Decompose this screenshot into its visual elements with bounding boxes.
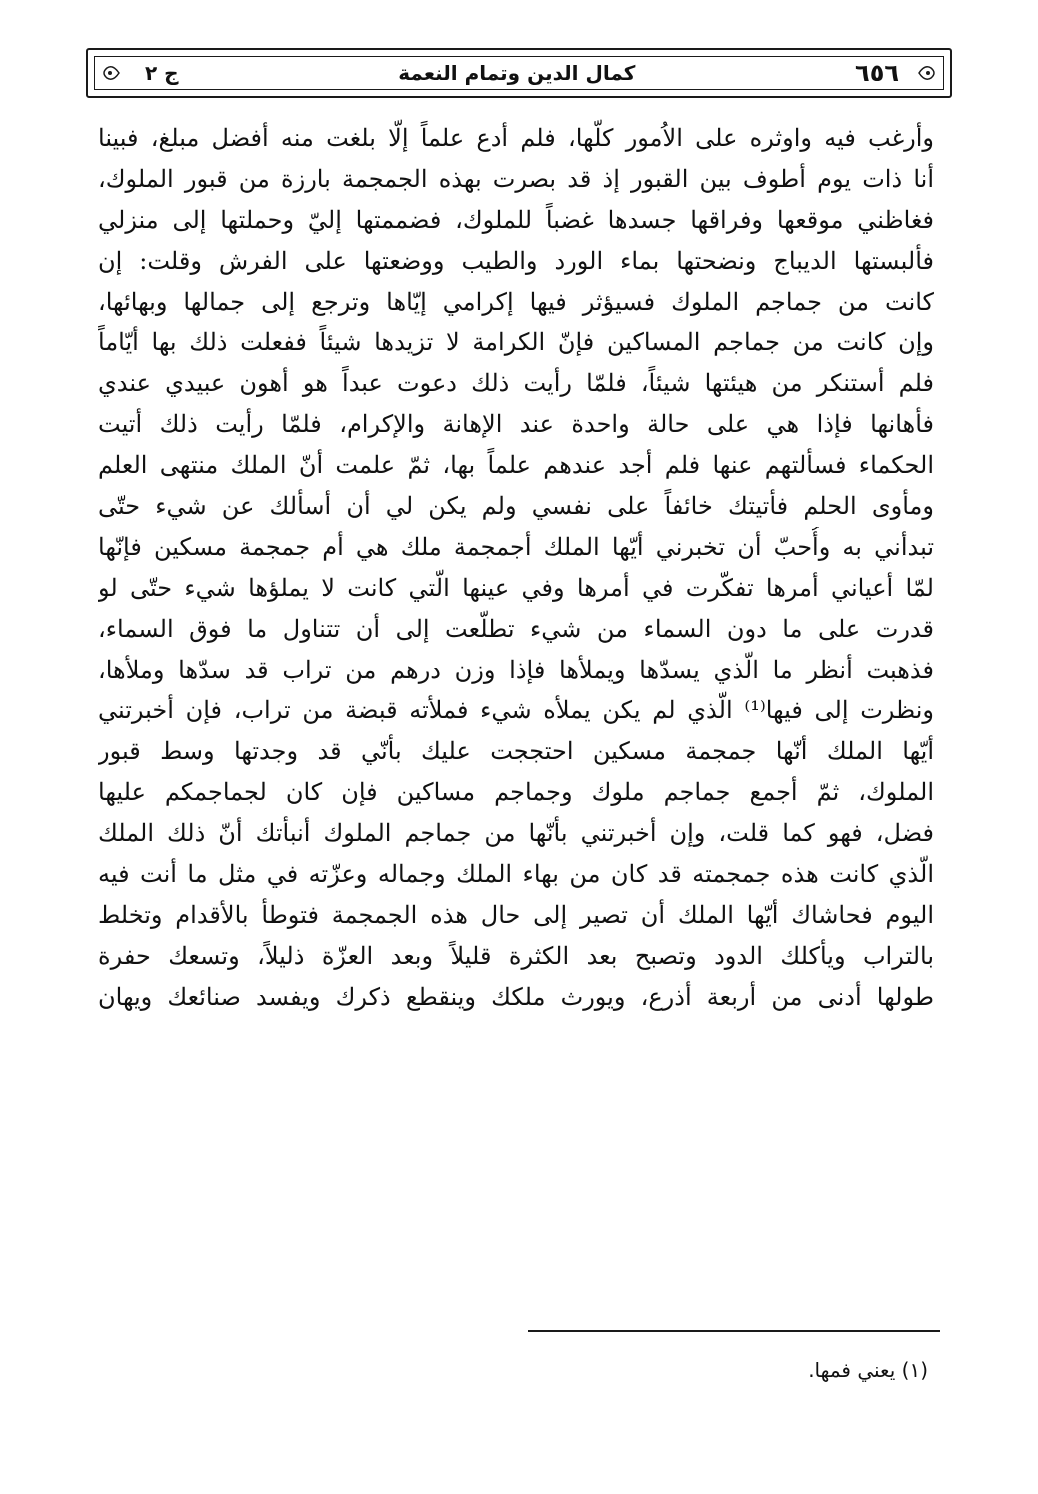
text-line: الّذي كانت هذه جمجمته قد كان من بهاء الملك وجماله وعزّته في مثل ما أنت فيه	[98, 860, 934, 889]
text-line: وأرغب فيه واوثره على الاُمور كلّها، فلم أدع علماً إلّا بلغت منه أفضل مبلغ، فبينا	[98, 124, 934, 152]
text-line: فغاظني موقعها وفراقها جسدها غضباً للملوك، فضممتها إليّ وحملتها إلى منزلي	[98, 205, 934, 234]
text-line: ونظرت إلى فيها⁽¹⁾ الّذي لم يكن يملأه شيء فملأته قبضة من تراب، فإن أخبرتني	[98, 696, 934, 725]
page-number: ٦٥٦	[855, 59, 899, 87]
text-line: وإن كانت من جماجم المساكين فإنّ الكرامة لا تزيدها شيئاً ففعلت ذلك بها أيّاماً	[98, 328, 934, 357]
text-line: أنا ذات يوم أطوف بين القبور إذ قد بصرت بهذه الجمجمة بارزة من قبور الملوك،	[98, 164, 934, 193]
running-title: كمال الدين وتمام النعمة	[398, 61, 636, 85]
footnote-divider	[528, 1330, 940, 1332]
body-text	[98, 118, 934, 1018]
text-line: الحكماء فسألتهم عنها فلم أجد عندهم علماً بها، ثمّ علمت أنّ الملك منتهى العلم	[98, 451, 934, 480]
text-line: فذهبت أنظر ما الّذي يسدّها ويملأها فإذا وزن درهم من تراب قد سدّها وملأها،	[98, 655, 934, 684]
header-ornament-left-icon	[99, 62, 121, 84]
text-line: بالتراب ويأكلك الدود وتصبح بعد الكثرة قليلاً وبعد العزّة ذليلاً، وتسعك حفرة	[98, 941, 934, 970]
text-line: فضل، فهو كما قلت، وإن أخبرتني بأنّها من جماجم الملوك أنبأتك أنّ ذلك الملك	[98, 819, 934, 848]
header-ornament-right-icon	[917, 62, 939, 84]
page-header-inner	[94, 56, 944, 90]
text-line: فأهانها فإذا هي على حالة واحدة عند الإهانة والإكرام، فلمّا رأيت ذلك أتيت	[98, 410, 934, 439]
text-line: تبدأني به وأُحبّ أن تخبرني أيّها الملك أجمجمة ملك هي أم جمجمة مسكين فإنّها	[98, 532, 934, 561]
text-line: أيّها الملك أنّها جمجمة مسكين احتججت عليك بأنّي قد وجدتها وسط قبور	[98, 737, 934, 766]
text-line: فلم أستنكر من هيئتها شيئاً، فلمّا رأيت ذلك دعوت عبداً هو أهون عبيدي عندي	[98, 369, 934, 398]
text-line: كانت من جماجم الملوك فسيؤثر فيها إكرامي إيّاها وترجع إلى جمالها وبهائها،	[98, 287, 934, 316]
text-line: قدرت على ما دون السماء من شيء تطلّعت إلى أن تتناول ما فوق السماء،	[98, 614, 934, 643]
text-line: لمّا أعياني أمرها تفكّرت في أمرها وفي عينها الّتي كانت لا يملؤها شيء حتّى لو	[98, 573, 934, 602]
text-line: اليوم فحاشاك أيّها الملك أن تصير إلى حال هذه الجمجمة فتوطأ بالأقدام وتخلط	[98, 900, 934, 929]
text-line: طولها أدنى من أربعة أذرع، ويورث ملكك وينقطع ذكرك ويفسد صنائعك ويهان	[98, 982, 934, 1011]
volume-label: ج ٢	[145, 61, 179, 85]
page-header	[86, 48, 952, 98]
text-line: الملوك، ثمّ أجمع جماجم ملوك وجماجم مساكين فإن كان لجماجمكم عليها	[98, 778, 934, 807]
footnote: (١) يعني فمها.	[808, 1358, 928, 1382]
text-line: فألبستها الديباج ونضحتها بماء الورد والطيب ووضعتها على الفرش وقلت: إن	[98, 246, 934, 275]
text-line: ومأوى الحلم فأتيتك خائفاً على نفسي ولم يكن لي أن أسألك عن شيء حتّى	[98, 492, 934, 521]
